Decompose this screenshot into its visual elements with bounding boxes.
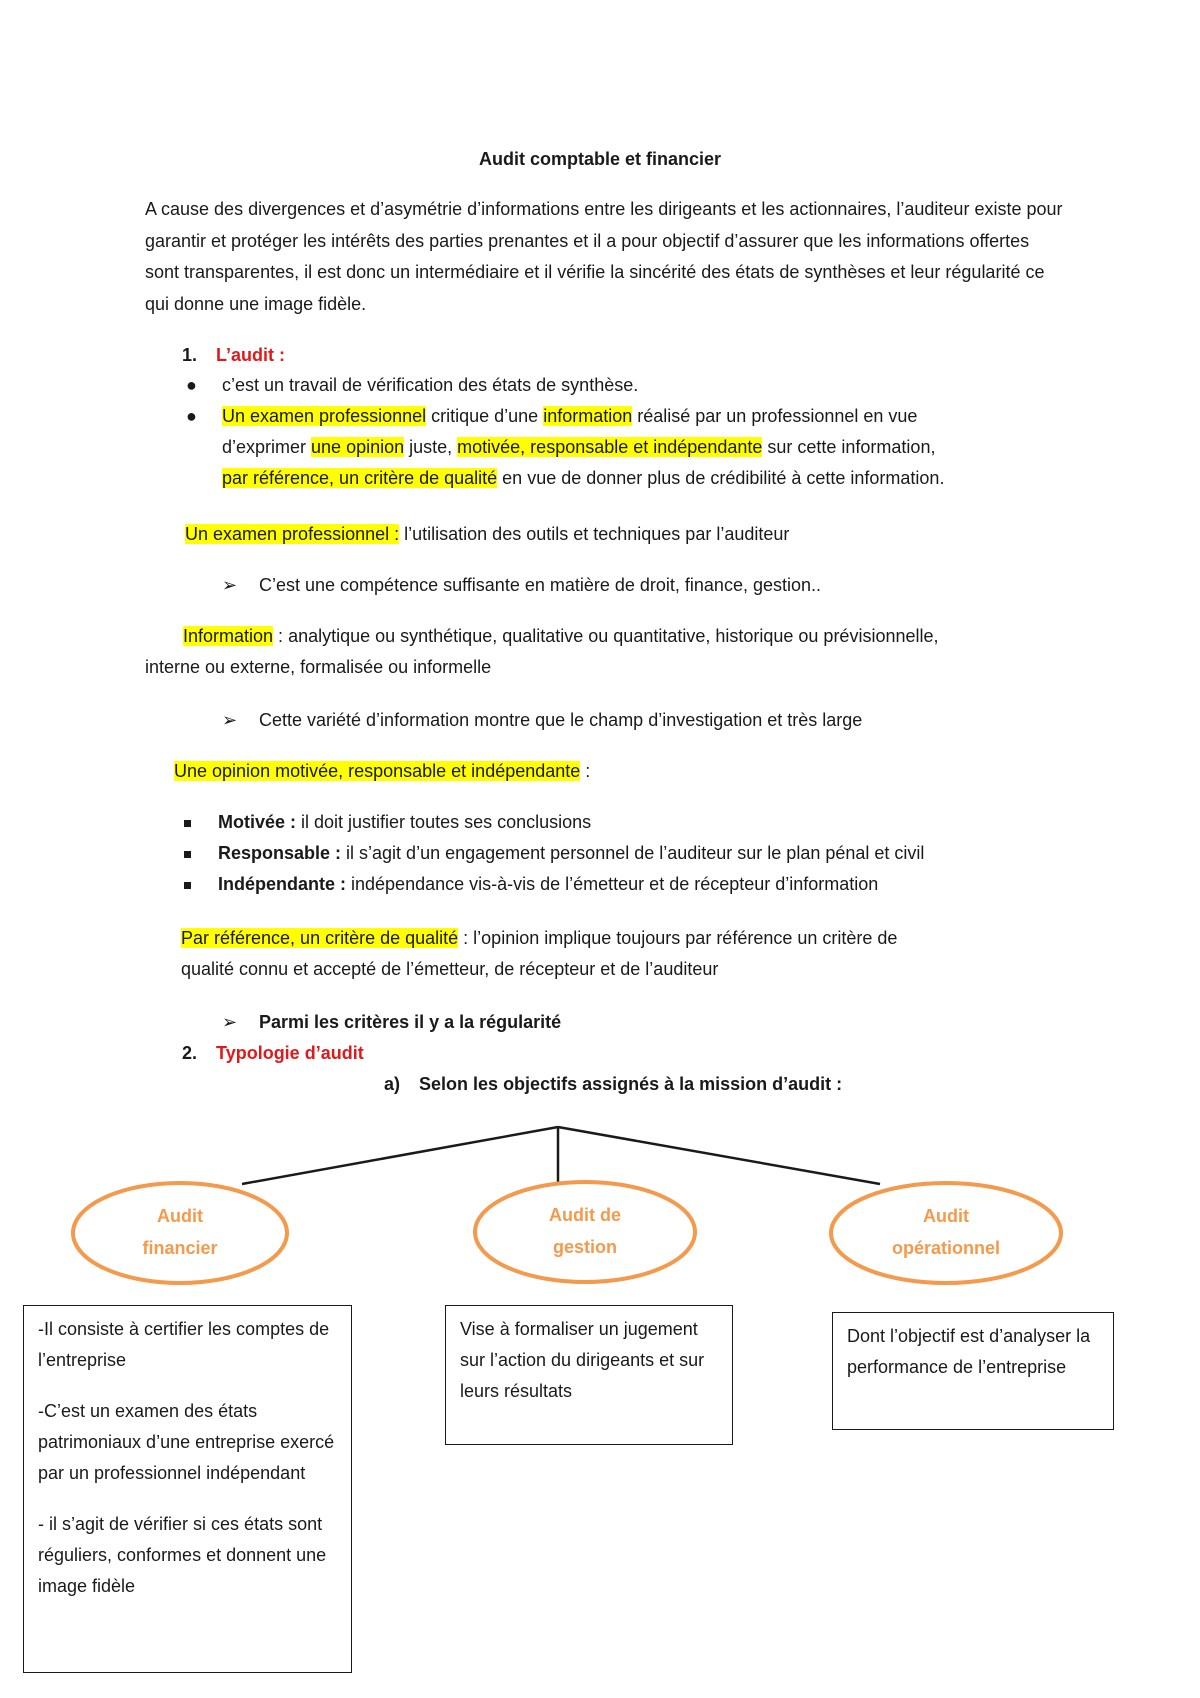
- box-2-paragraph: Vise à formaliser un jugement sur l’action du dirigeants et sur leurs résultats: [460, 1319, 705, 1401]
- item-text: indépendance vis-à-vis de l’émetteur et de récepteur d’information: [346, 874, 879, 894]
- box-audit-gestion: [445, 1305, 733, 1445]
- highlight-motivee: motivée, responsable et indépendante: [457, 437, 763, 457]
- text: d’exprimer: [222, 437, 312, 457]
- node-label-line-1: Audit de: [549, 1205, 621, 1225]
- text: analytique ou synthétique, qualitative ou quantitative, historique ou prévisionnelle,: [283, 626, 939, 646]
- arrow-bullet-icon: ➢: [222, 575, 238, 595]
- highlight-reference: par référence, un critère de qualité: [222, 468, 498, 488]
- text: sur cette information,: [762, 437, 936, 457]
- subsection-text: Selon les objectifs assignés à la mission d’audit :: [419, 1074, 843, 1094]
- node-audit-gestion: [485, 1199, 685, 1263]
- text: critique d’une: [426, 406, 544, 426]
- intro-paragraph: A cause des divergences et d’asymétrie d’informations entre les dirigeants et les actionnaires, l’auditeur existe pour garantir et protéger les intérêts des parties prenantes et il a pour objectif d’assurer que les informations offertes sont transparentes, il est donc un intermédiaire et il vérifie la sincérité des états de synthèses et leur régularité ce qui donne une image fidèle.: [145, 199, 1063, 314]
- opinion-term: Une opinion motivée, responsable et indépendante: [174, 761, 581, 781]
- information-term: Information: [183, 626, 274, 646]
- section-1-number: 1.: [182, 345, 198, 365]
- bullet-dot-icon: ●: [186, 375, 197, 395]
- item-text: il s’agit d’un engagement personnel de l’auditeur sur le plan pénal et civil: [341, 843, 925, 863]
- item-label: Motivée :: [218, 812, 297, 832]
- reference-term: Par référence, un critère de qualité: [181, 928, 459, 948]
- connector-lines: [242, 1127, 880, 1184]
- item-text: il doit justifier toutes ses conclusions: [296, 812, 592, 832]
- section-2-title: Typologie d’audit: [216, 1043, 364, 1063]
- item-label: Indépendante :: [218, 874, 347, 894]
- examen-arrow-text: C’est une compétence suffisante en matière de droit, finance, gestion..: [259, 575, 821, 595]
- box-1-paragraph: - il s’agit de vérifier si ces états sont réguliers, conformes et donnent une image fidèle: [38, 1514, 327, 1596]
- node-audit-operationnel: [846, 1200, 1046, 1264]
- page-title: Audit comptable et financier: [478, 149, 722, 169]
- colon: :: [273, 626, 284, 646]
- arrow-bullet-icon: ➢: [222, 710, 238, 730]
- section-1-title: L’audit :: [216, 345, 286, 365]
- subsection-label: a): [384, 1074, 401, 1094]
- arrow-bullet-icon: ➢: [222, 1012, 238, 1032]
- text: l’opinion implique toujours par référence un critère de: [468, 928, 898, 948]
- examen-term: Un examen professionnel: [185, 524, 390, 544]
- box-3-paragraph: Dont l’objectif est d’analyser la performance de l’entreprise: [847, 1326, 1091, 1377]
- text: réalisé par un professionnel en vue: [632, 406, 918, 426]
- box-1-paragraph: -Il consiste à certifier les comptes de l’entreprise: [38, 1319, 330, 1370]
- colon: :: [458, 928, 469, 948]
- text: en vue de donner plus de crédibilité à cette information.: [497, 468, 945, 488]
- colon: :: [580, 761, 591, 781]
- reference-definition-line-2: qualité connu et accepté de l’émetteur, de récepteur et de l’auditeur: [181, 959, 719, 979]
- bullet-dot-icon: ●: [186, 406, 197, 426]
- node-audit-financier: [80, 1200, 280, 1264]
- node-label-line-2: gestion: [552, 1237, 617, 1257]
- item-label: Responsable :: [218, 843, 342, 863]
- highlight-examen: Un examen professionnel: [222, 406, 427, 426]
- box-audit-financier: [23, 1305, 352, 1673]
- highlight-opinion: une opinion: [311, 437, 405, 457]
- section-2-number: 2.: [182, 1043, 198, 1063]
- information-definition-line-2: interne ou externe, formalisée ou informelle: [145, 657, 492, 677]
- connector-right: [558, 1127, 880, 1184]
- highlight-information: information: [543, 406, 633, 426]
- node-label-line-2: financier: [142, 1238, 218, 1258]
- information-arrow-text: Cette variété d’information montre que le champ d’investigation et très large: [259, 710, 863, 730]
- reference-arrow-text: Parmi les critères il y a la régularité: [259, 1012, 562, 1032]
- box-audit-operationnel: [832, 1312, 1114, 1430]
- node-label-line-2: opérationnel: [891, 1238, 1000, 1258]
- colon: :: [389, 524, 400, 544]
- examen-text: l’utilisation des outils et techniques par l’auditeur: [399, 524, 790, 544]
- node-label-line-1: Audit: [157, 1206, 203, 1226]
- node-label-line-1: Audit: [923, 1206, 969, 1226]
- bullet-1-text: c’est un travail de vérification des états de synthèse.: [222, 375, 639, 395]
- text: juste,: [404, 437, 458, 457]
- connector-left: [242, 1127, 558, 1184]
- box-1-paragraph: -C’est un examen des états patrimoniaux d’une entreprise exercé par un professionnel indépendant: [38, 1401, 335, 1483]
